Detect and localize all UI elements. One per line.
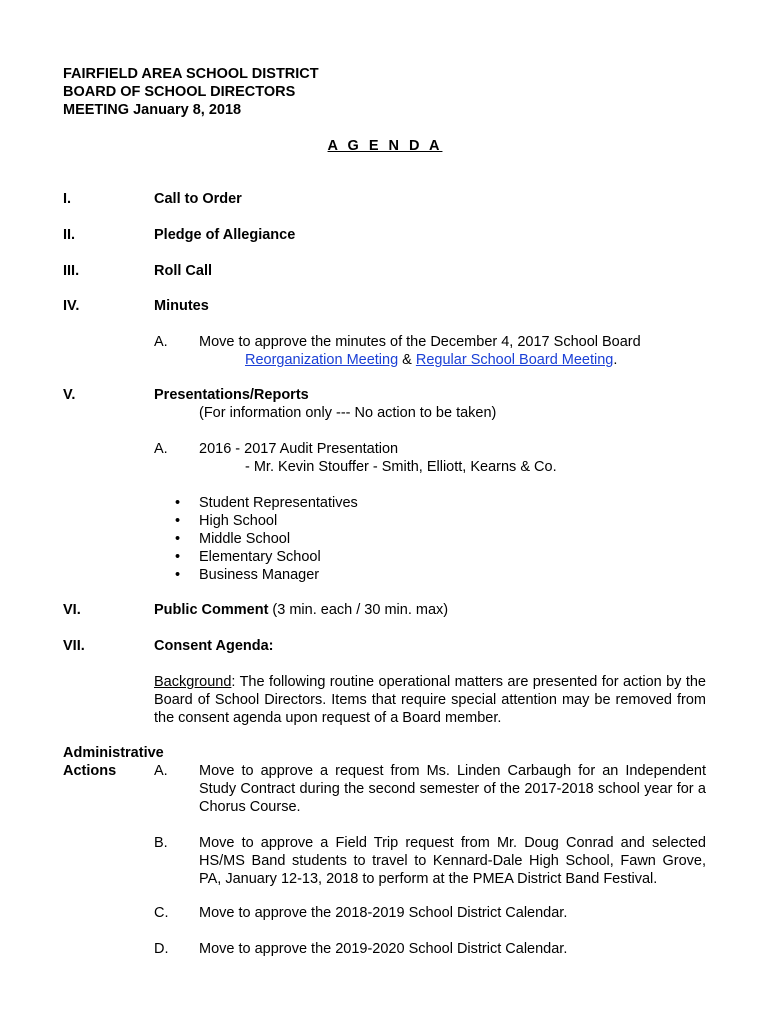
amp-separator: & (398, 352, 416, 368)
item-ii-numeral: II. (63, 227, 76, 243)
meeting-date: MEETING January 8, 2018 (63, 102, 242, 118)
background-text: : The following routine operational matters are presented for action by the Board of School Directors. Items that require special attention may be removed from the consent agenda upon request of a Board member. (154, 674, 706, 726)
bullet-marker: • (175, 567, 181, 583)
board-name: BOARD OF SCHOOL DIRECTORS (63, 84, 296, 100)
admin-b-letter: B. (154, 835, 168, 851)
item-vi-detail: (3 min. each / 30 min. max) (268, 602, 449, 618)
item-v-note: (For information only --- No action to be taken) (199, 405, 497, 421)
bullet-marker: • (175, 495, 181, 511)
admin-d-letter: D. (154, 941, 169, 957)
item-v-title: Presentations/Reports (154, 387, 309, 403)
item-ii-title: Pledge of Allegiance (154, 227, 296, 243)
admin-c-letter: C. (154, 905, 169, 921)
bullet-item: Student Representatives (199, 495, 358, 511)
admin-b-text: Move to approve a Field Trip request from Mr. Doug Conrad and selected HS/MS Band students to travel to Kennard-Dale High School, Fawn Grove, PA, January 12-13, 2018 to perform at the PMEA District Band Festival. (199, 835, 706, 887)
bullet-marker: • (175, 531, 181, 547)
bullet-item: Middle School (199, 531, 291, 547)
admin-label-line2: Actions (63, 763, 117, 779)
item-iii-title: Roll Call (154, 263, 213, 279)
bullet-marker: • (175, 549, 181, 565)
item-iii-numeral: III. (63, 263, 80, 279)
item-i-title: Call to Order (154, 191, 242, 207)
admin-c-text: Move to approve the 2018-2019 School District Calendar. (199, 905, 568, 921)
item-iv-numeral: IV. (63, 298, 80, 314)
item-vi-title: Public Comment (154, 602, 269, 618)
bullet-item: Elementary School (199, 549, 321, 565)
bullet-item: Business Manager (199, 567, 320, 583)
agenda-title: A G E N D A (327, 138, 443, 154)
item-vii-title: Consent Agenda: (154, 638, 274, 654)
background-label: Background (154, 674, 232, 690)
item-v-a-sub: - Mr. Kevin Stouffer - Smith, Elliott, Kearns & Co. (245, 459, 557, 475)
admin-a-text: Move to approve a request from Ms. Linden Carbaugh for an Independent Study Contract during the second semester of the 2017-2018 school year for a Chorus Course. (199, 763, 706, 815)
item-iv-title: Minutes (154, 298, 209, 314)
regular-board-meeting-link[interactable]: Regular School Board Meeting (415, 352, 614, 368)
item-v-numeral: V. (63, 387, 76, 403)
item-iv-a-letter: A. (154, 334, 168, 350)
consent-background-paragraph (154, 673, 706, 727)
admin-d-text: Move to approve the 2019-2020 School District Calendar. (199, 941, 568, 957)
admin-label-line1: Administrative (63, 745, 164, 761)
admin-a-letter: A. (154, 763, 168, 779)
item-v-a-letter: A. (154, 441, 168, 457)
minutes-links-line (245, 351, 617, 369)
item-iv-a-text: Move to approve the minutes of the December 4, 2017 School Board (199, 334, 641, 350)
reorganization-meeting-link[interactable]: Reorganization Meeting (245, 352, 399, 368)
item-v-a-text: 2016 - 2017 Audit Presentation (199, 441, 399, 457)
district-name: FAIRFIELD AREA SCHOOL DISTRICT (63, 66, 319, 82)
link-period: . (613, 352, 618, 368)
item-i-numeral: I. (63, 191, 72, 207)
bullet-marker: • (175, 513, 181, 529)
item-vi-line (154, 601, 448, 619)
item-vi-numeral: VI. (63, 602, 81, 618)
item-vii-numeral: VII. (63, 638, 85, 654)
bullet-item: High School (199, 513, 278, 529)
